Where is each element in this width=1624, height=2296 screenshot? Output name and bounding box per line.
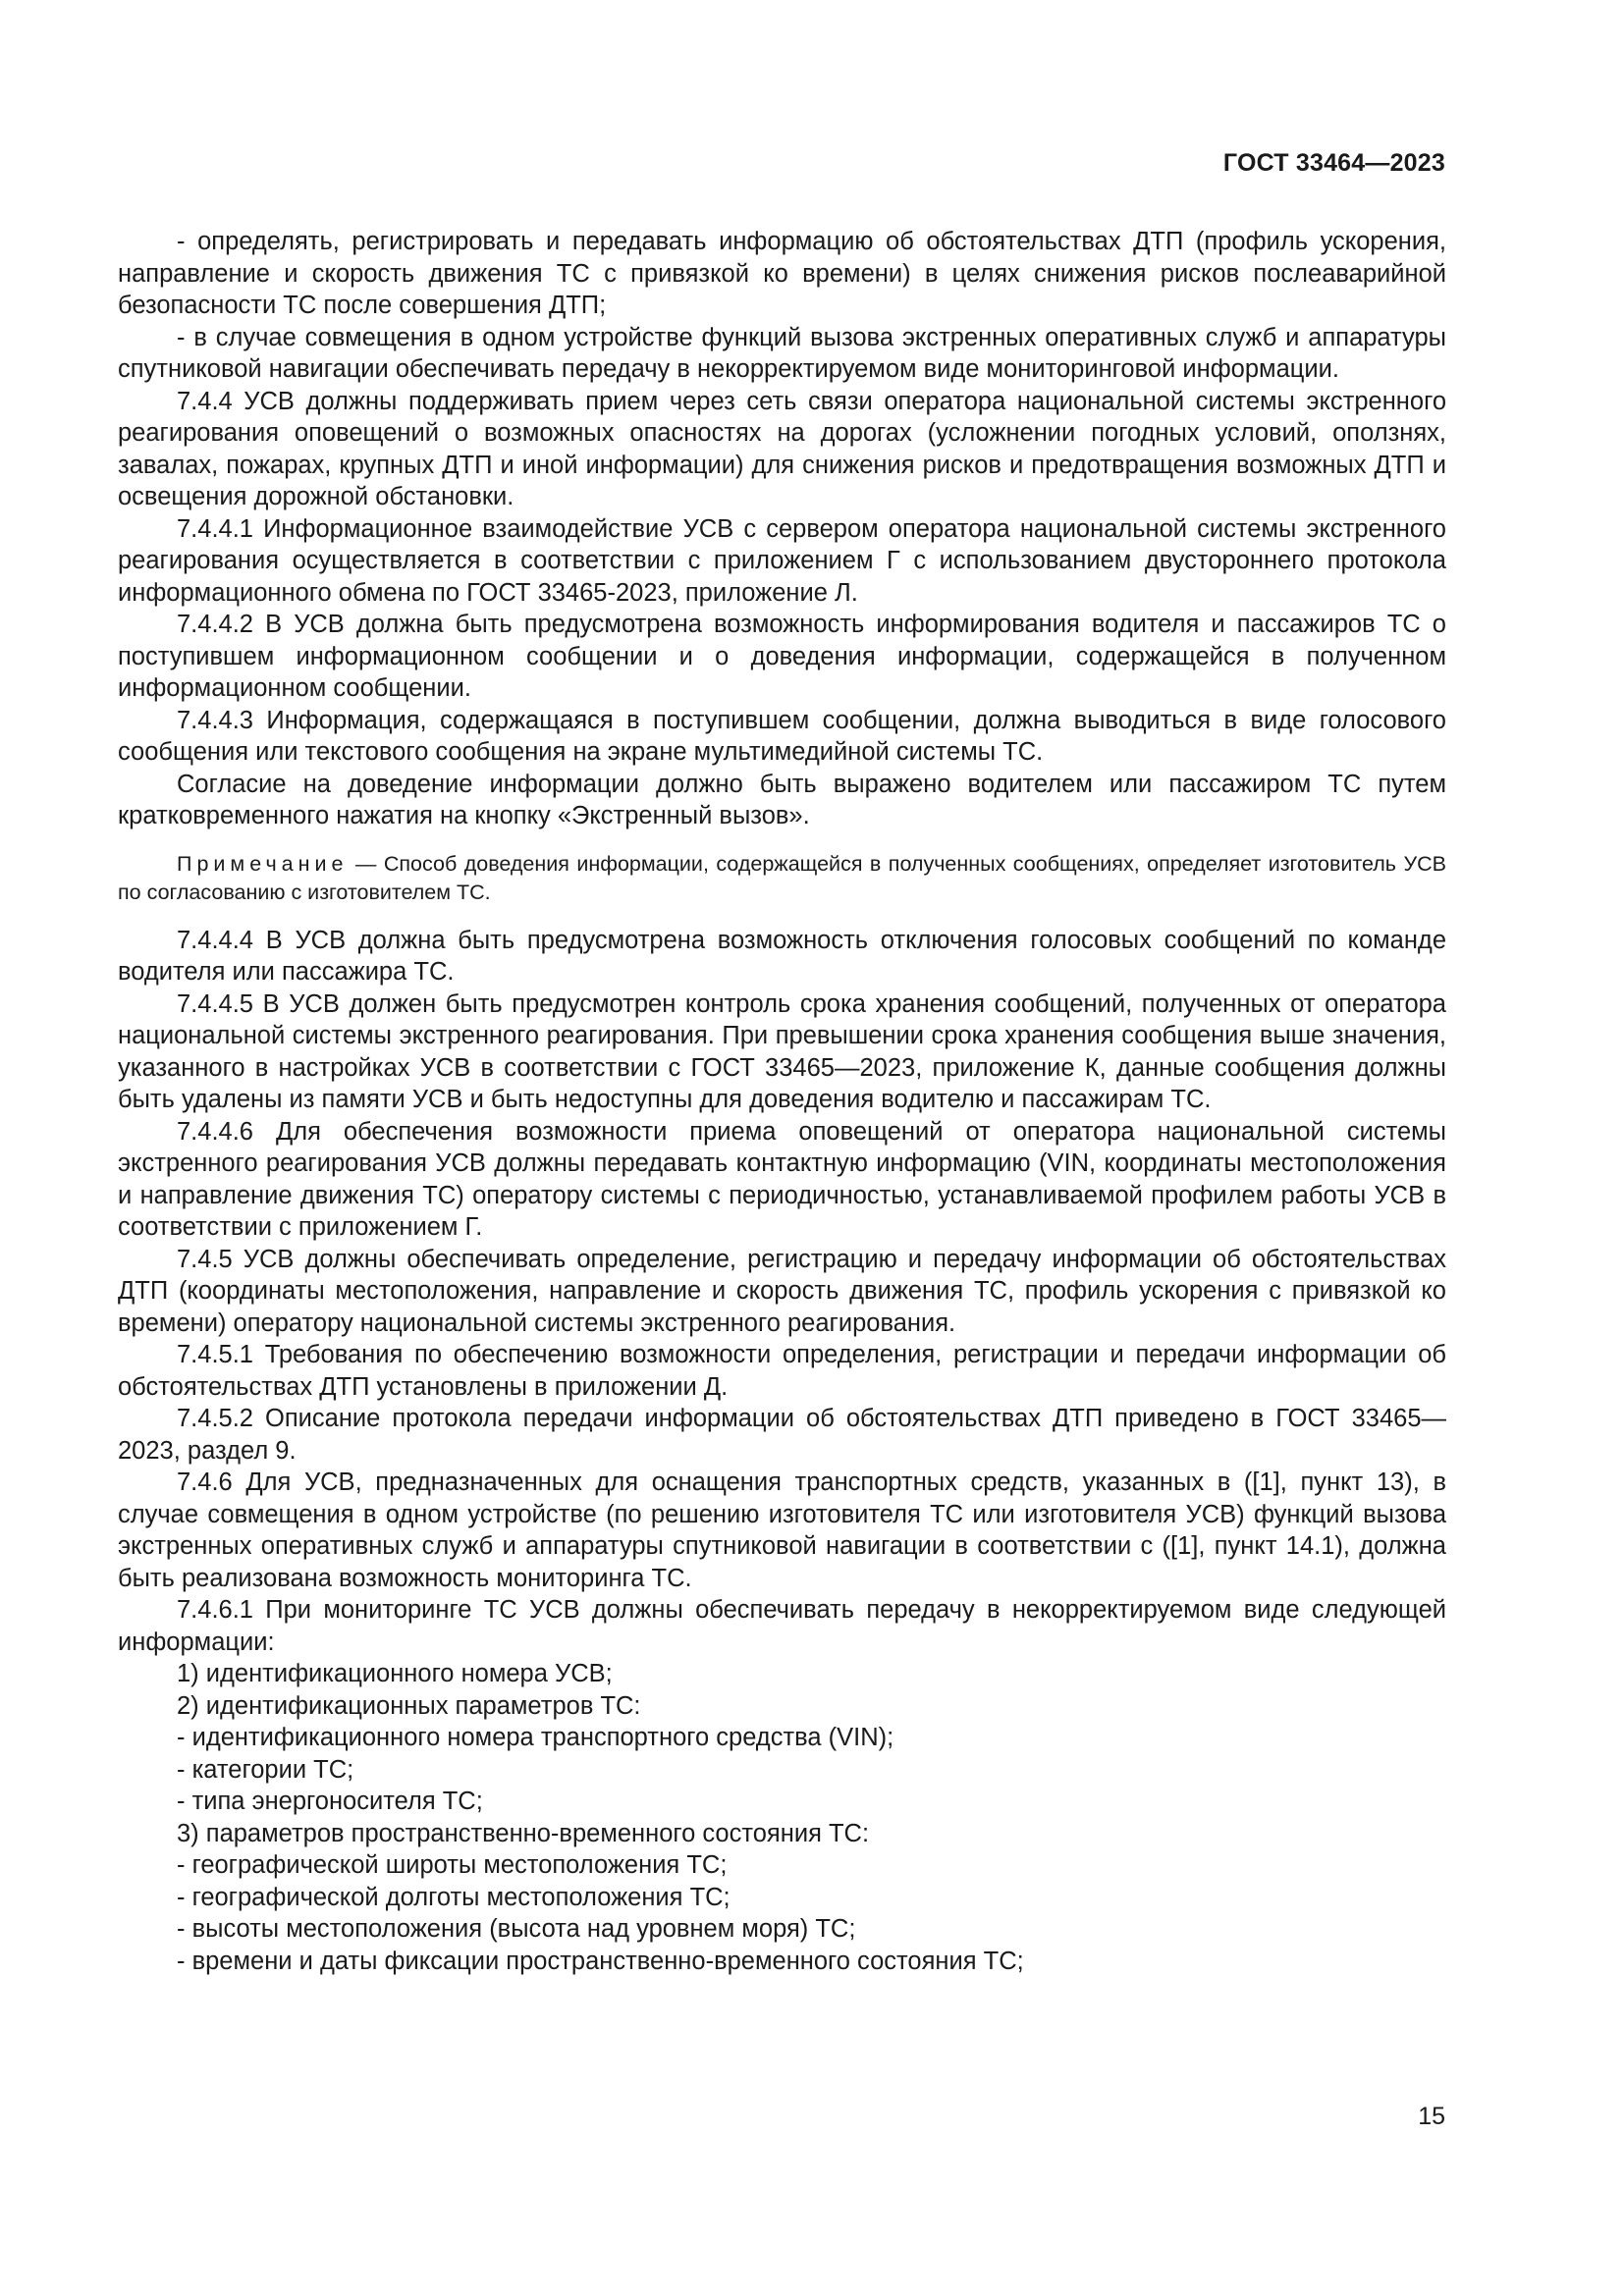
list-item: - категории ТС; — [177, 1755, 354, 1784]
list-item: - типа энергоносителя ТС; — [177, 1788, 483, 1815]
monitoring-info-list — [118, 1658, 1446, 1977]
paragraphs-top — [118, 226, 1446, 832]
paragraph: 7.4.4 УСВ должны поддерживать прием через сеть связи оператора национальной системы экстренного реагирования оповещений о возможных опасностях на дорогах (усложнении погодных условий, оползнях, завалах, пожарах, крупных ДТП и иной информации) для снижения рисков и предотвращения возможных ДТП и освещения дорожной обстановки. — [118, 387, 1446, 510]
list-item: 1) идентификационного номера УСВ; — [177, 1660, 613, 1687]
paragraph: 7.4.5 УСВ должны обеспечивать определение, регистрацию и передачу информации об обстоятельствах ДТП (координаты местоположения, направление и скорость движения ТС, профиль ускорения с привязкой ко времени) оператору национальной системы экстренного реагирования. — [118, 1245, 1446, 1337]
list-item: 2) идентификационных параметров ТС: — [177, 1691, 641, 1720]
paragraphs-bottom — [118, 925, 1446, 1659]
page-number: 15 — [1418, 2103, 1445, 2130]
paragraph: 7.4.4.1 Информационное взаимодействие УСВ с сервером оператора национальной системы экстренного реагирования осуществляется в соответствии с приложением Г с использованием двустороннего протокола информационного обмена по ГОСТ 33465-2023, приложение Л. — [118, 514, 1446, 607]
document-body — [118, 226, 1446, 1977]
paragraph: 7.4.6.1 При мониторинге ТС УСВ должны обеспечивать передачу в некорректируемом виде следующей информации: — [118, 1596, 1446, 1656]
note-label: Примечание — [177, 851, 349, 876]
list-item: 3) параметров пространственно-временного состояния ТС: — [177, 1819, 870, 1847]
paragraph: 7.4.6 Для УСВ, предназначенных для оснащения транспортных средств, указанных в ([1], пункт 13), в случае совмещения в одном устройстве (по решению изготовителя ТС или изготовителя УСВ) функций вызова экстренных оперативных служб и аппаратуры спутниковой навигации в соответствии с ([1], пункт 14.1), должна быть реализована возможность мониторинга ТС. — [118, 1468, 1446, 1592]
list-item: - высоты местоположения (высота над уровнем моря) ТС; — [177, 1915, 856, 1943]
paragraph: 7.4.5.2 Описание протокола передачи информации об обстоятельствах ДТП приведено в ГОСТ 33465—2023, раздел 9. — [118, 1405, 1446, 1465]
list-item: - географической долготы местоположения ТС; — [177, 1883, 731, 1911]
list-item: - времени и даты фиксации пространственно-временного состояния ТС; — [177, 1947, 1024, 1975]
document-header: ГОСТ 33464—2023 — [1222, 149, 1445, 177]
paragraph: - в случае совмещения в одном устройстве функций вызова экстренных оперативных служб и аппаратуры спутниковой навигации обеспечивать передачу в некорректируемом виде мониторинговой информации. — [118, 323, 1446, 383]
list-item: - географической широты местоположения ТС; — [177, 1851, 728, 1879]
list-item: - идентификационного номера транспортного средства (VIN); — [177, 1724, 894, 1751]
note — [118, 850, 1446, 907]
note-text: — Способ доведения информации, содержащейся в полученных сообщениях, определяет изготовитель УСВ по согласованию с изготовителем ТС. — [118, 851, 1446, 904]
paragraph: 7.4.4.2 В УСВ должна быть предусмотрена возможность информирования водителя и пассажиров ТС о поступившем информационном сообщении и о доведения информации, содержащейся в полученном информационном сообщении. — [118, 611, 1446, 702]
paragraph: 7.4.4.3 Информация, содержащаяся в поступившем сообщении, должна выводиться в виде голосового сообщения или текстового сообщения на экране мультимедийной системы ТС. — [118, 706, 1446, 766]
paragraph: Согласие на доведение информации должно быть выражено водителем или пассажиром ТС путем кратковременного нажатия на кнопку «Экстренный вызов». — [118, 770, 1446, 829]
paragraph: 7.4.4.4 В УСВ должна быть предусмотрена возможность отключения голосовых сообщений по команде водителя или пассажира ТС. — [118, 926, 1446, 986]
paragraph: 7.4.4.5 В УСВ должен быть предусмотрен контроль срока хранения сообщений, полученных от оператора национальной системы экстренного реагирования. При превышении срока хранения сообщения выше значения, указанного в настройках УСВ в соответствии с ГОСТ 33465—2023, приложение К, данные сообщения должны быть удалены из памяти УСВ и быть недоступны для доведения водителю и пассажирам ТС. — [118, 989, 1446, 1113]
paragraph: - определять, регистрировать и передавать информацию об обстоятельствах ДТП (профиль ускорения, направление и скорость движения ТС с привязкой ко времени) в целях снижения рисков послеаварийной безопасности ТС после совершения ДТП; — [118, 228, 1446, 319]
paragraph: 7.4.5.1 Требования по обеспечению возможности определения, регистрации и передачи информации об обстоятельствах ДТП установлены в приложении Д. — [118, 1341, 1446, 1401]
paragraph: 7.4.4.6 Для обеспечения возможности приема оповещений от оператора национальной системы экстренного реагирования УСВ должны передавать контактную информацию (VIN, координаты местоположения и направление движения ТС) оператору системы с периодичностью, устанавливаемой профилем работы УСВ в соответствии с приложением Г. — [118, 1117, 1446, 1241]
